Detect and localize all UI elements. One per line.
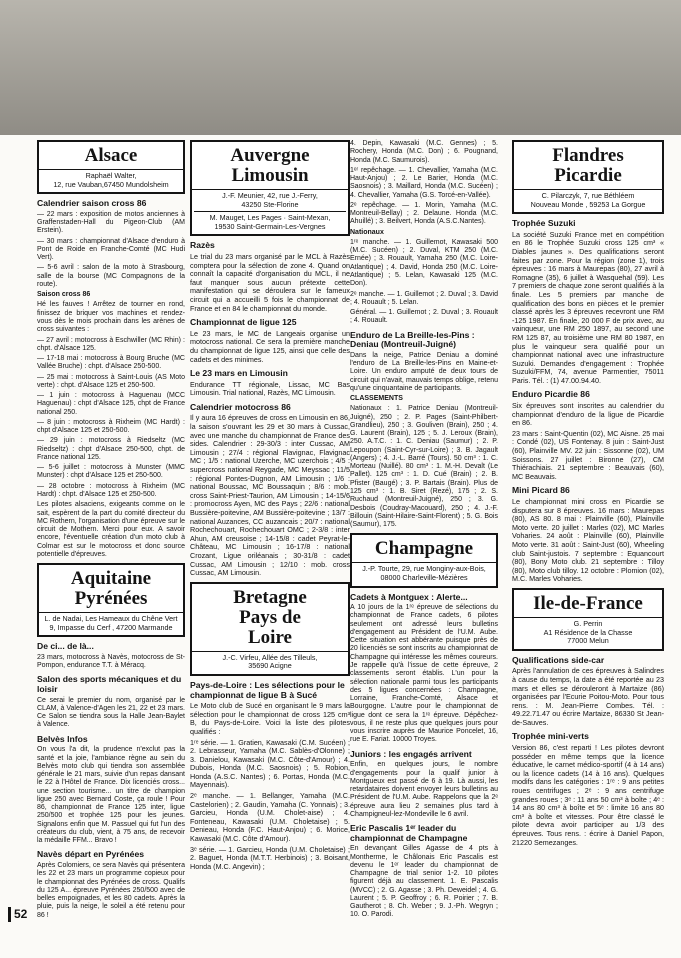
bretagne-header: Bretagne Pays de Loire J.-C. Virfeu, Allée des Tilleuls, 35690 Acigne: [190, 582, 350, 676]
region-title: Champagne: [352, 537, 496, 563]
region-title: Aquitaine Pyrénées: [39, 567, 183, 613]
column-2: Auvergne Limousin J.-F. Meunier, 42, rue J.-Ferry, 43250 Ste-Florine M. Mauget, Les Pages · Saint-Mexan, 19530 Saint-Germain-Les-Vergnes Razès Le trial du 23 mars organisé par le MCL à Razès comptera pour la sélection de zone 4. Quand on connaît la capacité d'organisation du MCL, il ne faut manquer sous aucun prétexte cette manifestation qui se déroulera sur le fameux circuit qui a accueilli 5 fois le championnat de France et en 84 le championnat du monde. Championnat de ligue 125 Le 23 mars, le MC de Langeais organise un motocross national. Ce sera la première manche du championnat de ligue 125, ainsi que celle des cadets et des minimes. Le 23 mars en Limousin Endurance TT régionale, Lissac, MC Bas Limousin. Trial national, Razès, MC Limousin. Calendrier motocross 86 Il y aura 16 épreuves de cross en Limousin en 86, la saison s'ouvrant les 29 et 30 mars à Cussac, avec une manche du championnat de France des sides. Calendrier : 29-30/3 : inter Cussac, AM Limousin ; 27/4 : régional Flavignac, Flavignac MC ; 1/5 : national Uzerche, MC uzerchois ; 4/5 : supercross national Reygade, MC Meyssac ; 11/5 : régional Pontes-Dugnon, AM Limousin ; 1/6 : national Boussac, MC Boussaquin ; 8/6 : mob. cross Saint-Priest-Taurion, AM Limousin ; 14-15/6 : promocross Ayen, MC des Pays ; 22/6 : national Bussière-poitevine, AM Bussière-poitevine ; 13/7 : national Auzances, CC auzancais ; 20/7 : national Rochechouart, Rochechouart OMC ; 2-3/8 : inter Ahun, AM creusoise ; 14-15/8 : cadet Peyrat-le-Château, MC Limousin ; 16-17/8 : national Crozant, Ligue oriléanais ; 30-31/8 : cadet Cussac, AM Limousin ; 12/10 : mob. cross Cussac, AM Limousin. Bretagne Pays de Loire J.-C. Virfeu, Allée des Tilleuls, 35690 Acigne Pays-de-Loire : Les sélections pour le championnat de ligue B à Sucé Le Moto club de Sucé en organisant le 9 mars la sélection pour le championnat de cross 125 cm³ B, du Pays-de-Loire. Voici la liste des pilotes qualifiés : 1ʳᵉ série. — 1. Gratien, Kawasaki (C.M. Sucéen) ; 2. Lebrasseur, Yamaha (M.C. Sablès-d'Olonne) ; 3. Danielou, Kawasaki (M.C. Côte-d'Amour) ; 4. Dubois, Honda (M.C. Saosnois) ; 5. Robion, Honda (A.S.C. Nantes) ; 6. Portas, Honda (M.C. Mayennais). 2ᵉ manche. — 1. Bellanger, Yamaha (M.C. Castelorien) ; 2. Gaudin, Yamaha (C. Yonnais) ; 3. Garcieu, Honda (U.M. Cholet-aise) ; 4. Fonteneau, Kawasaki (U.M. Choletaise) ; 5. Denieau, Honda (F.C. Haut-Anjou) ; 6. Morice, Kawasaki (M.C. Côte d'Amour). 3ᵉ série. — 1. Garcieu, Honda (U.M. Choletaise) ; 2. Baguet, Honda (M.T.T. Herbinois) ; 3. Boisant, Honda (M.C. Angevin) ;: [190, 140, 350, 873]
page-number-rule: [8, 907, 11, 922]
idf-header: Ile-de-France G. Perrin A1 Résidence de la Chasse 77000 Melun: [512, 588, 664, 651]
region-title: Ile-de-France: [514, 592, 662, 618]
column-4: Flandres Picardie C. Pilarczyk, 7, rue Béthléem Nouveau Monde , 59253 La Gorgue Trophée Suzuki La société Suzuki France met en compétition en 86 le Trophée Suzuki cross 125 cm³ « Diables jaunes ». Des qualifications seront faites par zone. Pour la région (zone 1), trois épreuves : 16 mars à Maurepas (80), 27 avril à Romagne (35), 6 juillet à Wasquehal (59). Les 7 premiers de chaque zone seront qualifiés à la finale. Les 5 premiers par manche de qualification des bons en pièces et le premier classé après les 3 épreuves recevront une RM -125 1987. En finale, 20 000 F de prix avec, au vainqueur, une RM 250 1897, au second une RM 125 87, au troisième une RM 80 1987, en plus le vainqueur sera qualifié pour un championnat national avec une infrastructure Suzuki. Demandes d'engagement : Trophée Suzuki/FFM, 74, avenue Parmentier, 75011 Paris. Tél. : (1) 47.00.94.40. Enduro Picardie 86 Six épreuves sont inscrites au calendrier du championnat d'enduro de la ligue de Picardie en 86. 23 mars : Saint-Quentin (02), MC Aisne. 25 mai : Condé (02), US Fontenay. 8 juin : Saint-Just (60), Plainville MV. 22 juin : Sissonne (02), UM Soissons. 27 juillet : Bironne (27), CM Thiérachiais. 21 septembre : Beauvais (60), MC Beauvais. Mini Picard 86 Le championnat mini cross en Picardie se disputera sur 8 épreuves. 16 mars : Maurepas (80), AS 80. 8 mai : Plainville (60), Plainville Moto verte. 20 juillet : Marles (02), MC Marles Voharies. 24 août : Plainville (60), Plainville Moto verte. 31 août : Saint-Just (60), Wheeling club Saint-justois. 7 septembre : Equancourt (80), Bony Moto club. 21 septembre : Tilloy (80), Moto club tilloy. 12 octobre : Plomion (02), M.C. Marles Voharies. Ile-de-France G. Perrin A1 Résidence de la Chasse 77000 Melun Qualifications side-car Après l'annulation de ces épreuves à Salindres à cause du temps, la date a été reportée au 23 mars et elles se dérouleront à Martaize (86) organisées par l'Ecurie Poitou-Moto. Pour tous rens. : M. Jean-Pierre Combes. Tél. : 49.22.71.47 ou écrire Martaize, 86330 St Jean-de-Sauves. Trophée mini-verts Version 86, c'est reparti ! Les pilotes devront posséder en même temps que la licence éducative, le carnet médico-sportif (4 à 14 ans) ou la licence cadets (14 à 16 ans). Quelques modifs dans les catégories : 1ʳᵉ : 9 ans petites roues centrifuges ; 2ᵉ : 9 ans centrifuge grandes roues ; 3ᵉ : 11 ans 50 cm³ à boîte ; 4ᵉ : 14 ans 80 cm³ à boîte et 5ᵉ : limite 16 ans 80 cm³ à boîte et vitesses. Pour être classé le pilote devra avoir participer au 1/3 des épreuves. Tous rens. : écrire à Daniel Papon, 21220 Semezanges.: [512, 140, 664, 849]
alsace-header: Alsace Raphaël Walter, 12, rue Vauban,67450 Mundolsheim: [37, 140, 185, 194]
aquitaine-header: Aquitaine Pyrénées L. de Nadai, Les Hameaux du Chêne Vert 9, Impasse du Cerf , 47200 Marmande: [37, 563, 185, 637]
header-banner: [0, 0, 681, 135]
page-number: 52: [14, 907, 28, 921]
region-title: Flandres Picardie: [514, 144, 662, 190]
article-title: Calendrier saison cross 86: [37, 198, 147, 209]
flandres-header: Flandres Picardie C. Pilarczyk, 7, rue Béthléem Nouveau Monde , 59253 La Gorgue: [512, 140, 664, 214]
region-title: Auvergne Limousin: [192, 144, 348, 190]
auvergne-header: Auvergne Limousin J.-F. Meunier, 42, rue J.-Ferry, 43250 Ste-Florine M. Mauget, Les Pages · Saint-Mexan, 19530 Saint-Germain-Les-Vergnes: [190, 140, 350, 236]
column-3: 4. Depin, Kawasaki (M.C. Gennes) ; 5. Rochery, Honda (M.C. Don) ; 6. Pougnand, Honda (M.C. Saumurois). 1ᵉʳ repêchage. — 1. Chevallier, Yamaha (M.C. Haut-Anjou) ; 2. Le Barier, Honda (M.C. Saosnois) ; 3. Maillard, Honda (M.C. Sucéen) ; 4. Chevallier, Yamaha (G.S. Torcé-en-Vallée). 2ᵉ repêchage. — 1. Morin, Yamaha (M.C. Montreuil-Bellay) ; 2. Delaune. Honda (M.C. Ahuillé) ; 3. Beilvert, Honda (A.S.C.Nantes). Nationaux 1ʳᵉ manche. — 1. Guillemot, Kawasaki 500 (M.C. Sucéen) ; 2. Duval, KTM 250 (M.C. Ernée) ; 3. Rouault, Yamaha 250 (M.C. Loire-Atlantique) ; 4. David, Honda 250 (M.C. Loire-Atlantique) ; 5. Lelan, Kawasaki 125 (M.C. Don). 2ᵉ manche. — 1. Guillemot ; 2. Duval ; 3. David ; 4. Rouault ; 5. Lelan. Général. — 1. Guillemot ; 2. Duval ; 3. Rouault ; 4. Rouault. Enduro de La Breille-les-Pins : Deniau (Montreuil-Juigné) Dans la neige, Patrice Deniau a dominé l'enduro de La Breille-les-Pins en Maine-et-Loire. Un enduro amputé de deux tours de circuit qui n'avait, mauvais temps oblige, retenu qu'une cinquantaine de participants. CLASSEMENTS Nationaux : 1. Patrice Deniau (Montreuil-Juigné), 250 ; 2. P. Pages (Saint-Philbert-Grandlieu), 250 ; 3. Gouliven (Brain), 250 ; 4. G. Laurent (Brain), 125 ; 5. J. Leroux (Brain), 250. A.T.C. : 1. C. Deniau (Saumur) ; 2. P. Lepoupon (Saint-Cyr-sur-Loire) ; 3. B. Jagault (Angers) ; 4. J.-L. Barré (Tours). 50 cm³ : 1. C. Morteau (Nuillé). 80 cm³ : 1. M.-H. Devalt (Le Pallet). 125 cm³ : 1. D. Cué (Brain) ; 2. B. Pfister (Baugé) ; 3. P. Bartais (Brain). Plus de 125 cm³ : 1. B. Siret (Rezé), 175 ; 2. S. Ruchaud (Montreuil-Juigné), 250 ; 3. G. Desbois (Coudray-Macouard), 250 ; 4. J.-F. Billouin (Saint-Hilaire-Saint-Florent) ; 5. G. Bois (Saumur), 175. Champagne J.-P. Tourte, 29, rue Monginy-aux-Bois, 08000 Charleville-Mézières Cadets à Montguex : Alerte... A 10 jours de la 1ʳᵉ épreuve de sélections du championnat de France cadets, 6 pilotes seulement ont adressé leurs bulletins d'engagement au Président de l'U.M. Aube. Cette situation est abbérante puisque près de 20 licenciés se sont inscrits au championnat de Champagne qui intéresse les mêmes coureurs. Je rappelle qu'à l'issue de cette épreuve, 2 classements seront établis. L'un pour la sélection nationale parmi tous les participants des 5 ligues concernées : Champagne, Lorraine, Franche-Comté, Alsace et Bourgogne. L'autre pour le championnat de ligue dont ce sera la 1ʳᵉ épreuve. Dépêchez-vous, il ne reste plus que quelques jours pour vous inscrire auprès de Maurice Poncelet, 16, rue E. Fariat. 10000 Troyes. Juniors : les engagés arrivent Enfin, en quelques jours, le nombre d'engagements pour la qualif junior à Montgueux est passé de 6 à 19. Là aussi, les retardataires doivent envoyer leurs bulletins au Président de l'U.M. Aube. Rappelons que la 2ᵉ épreuve aura lieu 2 semaines plus tard à Champigneul-lez-Mondeville le 6 avril. Eric Pascalis 1ᵉʳ leader du championnat de Champagne En devançant Gilles Agasse de 4 pts à Montherme, le Châlonais Eric Pascalis est devenu le 1ᵉʳ leader du championnat de Champagne de trial senior 1-2. 10 pilotes figurent déjà au classement. 1. E. Pascalis (MVCC) ; 2. G. Agasse ; 3. Ph. Deweidel ; 4. G. Laurent ; 5. P. Geoffroy ; 6. R. Poirier ; 7. B. Gautherot ; 8. Ch. Weber ; 9. J.-Ph. Wegryn ; 10. O. Parodi.: [350, 140, 498, 919]
column-1: Alsace Raphaël Walter, 12, rue Vauban,67450 Mundolsheim Calendrier saison cross 86 — 22 mars : exposition de motos anciennes à Graffenstaden-Hall du Pigeon-Club (AM Erstein). — 30 mars : championnat d'Alsace d'endurо à Pont de Roide en Franche-Comté (MC Hudi Vert). — 5-6 avril : salon de la moto à Strasbourg, salle de la bourse (MC Compagnons de la route). Saison cross 86 Hé les fauves ! Arrêtez de tourner en rond, finissez de briquer vos machines et rendez-vous dès le mois prochain dans les arènes de cross suivantes : — 27 avril : motocross à Eschwiller (MC Rhin) : chpt. d'Alsace 125. — 17-18 mai : motocross à Bourg Bruche (MC Vallée Bruche) : chpt. d'Alsace 250-500. — 25 mai : motocross à Saint-Louis (AS Moto verte) : chpt. d'Alsace 125 et 250-500. — 1 juin : motocross à Haguenau (MCC Haguenau) : chpt d'Alsace 125, chpt de France national 250. — 8 juin : motocross à Rixheim (MC Hardt) : chpt d'Alsace 125 et 250-500. — 29 juin : motocross à Riedseltz (MC Riedseltz) : chpt d'Alsace 250-500, chpt. de France national 125. — 5-6 juillet : motocross à Munster (MMC Munster) : chpt d'Alsace 125 et 250-500. — 28 octobre : motocross à Rixheim (MC Hardt) : chpt. d'Alsace 125 et 250-500. Les pilotes alsaciens, exigeants comme on le sait, espèrent de la part du comité directeur du MC Rothern, l'organisation d'une épreuve sur le circuit de Mothern. Merci pour eux. A savoir encore, l'éventuelle création d'un moto club à Colmar est sur le motocross et donc source potentielle d'épreuves. Aquitaine Pyrénées L. de Nadai, Les Hameaux du Chêne Vert 9, Impasse du Cerf , 47200 Marmande De ci... de là... 23 mars, motocross à Navès, motocross de St-Pompon, endurance T.T. à Méracq. Salon des sports mécaniques et du loisir Ce serai le premier du nom, organisé par le CLAM, à Valence-d'Agen les 21, 22 et 23 mars. Ce Salon se tiendra sous la Halle Jean-Baylet à Valence. Belvès Infos On vous l'a dit, la prudence n'exclut pas la santé et la joie, l'ambiance règne au sein du Belvès moto club qui tiendra son assemblée générale le 21 mars, suivie d'un repas dansant le 22 à l'Hôtel de France. Dix licenciés cross... une section tourisme... un titre de champion ligue 250 avec Bernard Coste, ça roule ! Pour 86, championnat de France 125 inter, ligue 250/500 et trophée 125 pour les jeunes. Signalons enfin que M. Passuel qui fut l'un des créateurs du club, vient, à 75 ans, de recevoir la médaille FFM... Bravo ! Navès départ en Pyrénées Après Colomiers, ce sera Navès qui présentera les 22 et 23 mars un programme copieux pour le championnat des Pyrénées de cross. Qualifs du 125 A... épreuve Pyrénées 250/500 avec de belles empoignades, et les 80 cadets. Après la pluie, puis la neige, le soleil a été retenu pour 86 !: [37, 140, 185, 922]
champagne-header: Champagne J.-P. Tourte, 29, rue Monginy-aux-Bois, 08000 Charleville-Mézières: [350, 533, 498, 587]
region-title: Alsace: [39, 144, 183, 170]
region-title: Bretagne Pays de Loire: [192, 586, 348, 652]
